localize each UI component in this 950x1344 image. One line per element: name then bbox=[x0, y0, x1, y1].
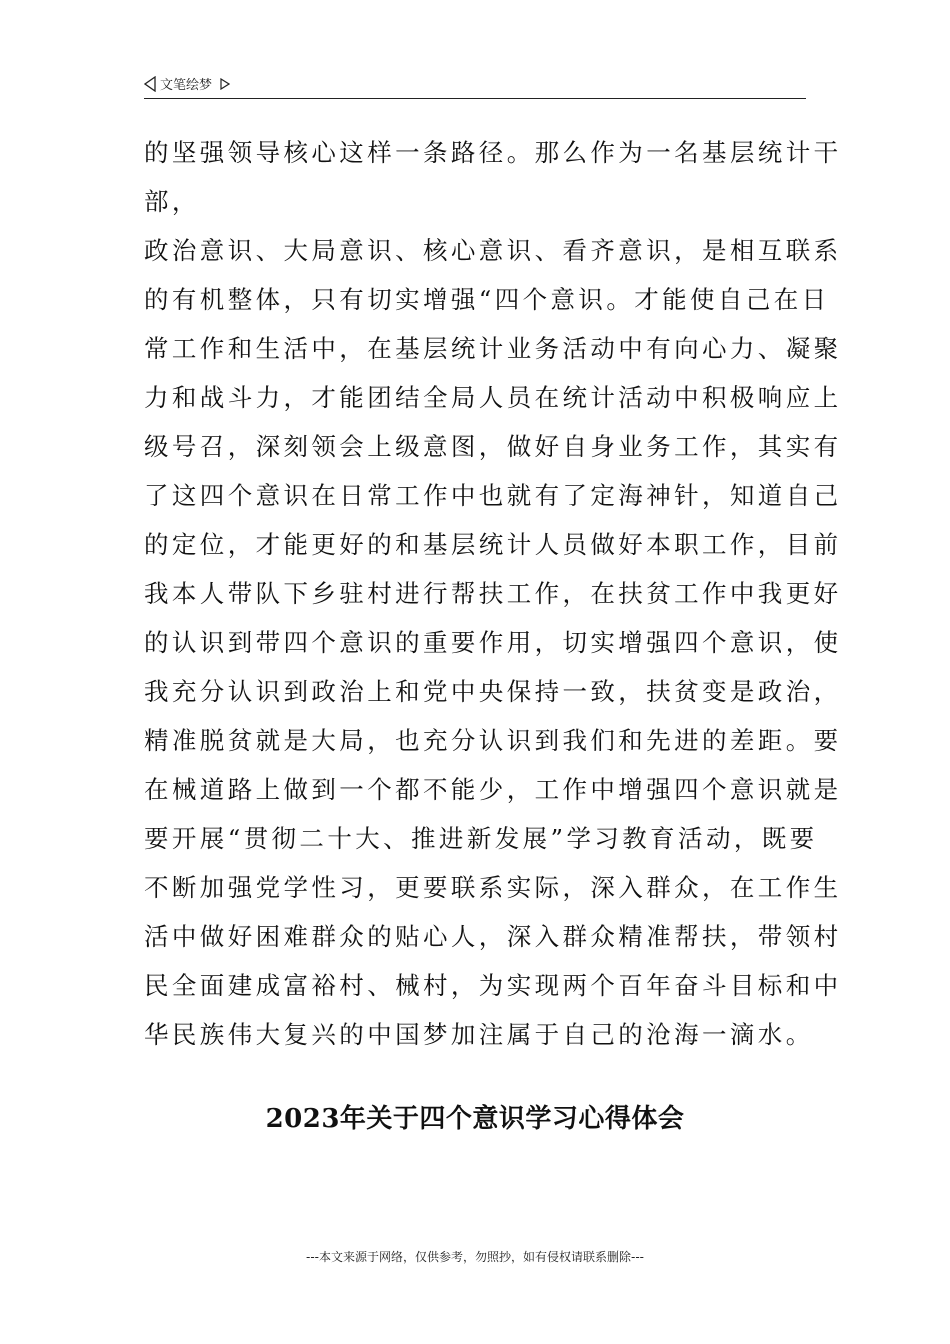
header-brand bbox=[144, 74, 230, 93]
body-line: 精准脱贫就是大局，也充分认识到我们和先进的差距。要 bbox=[144, 726, 842, 755]
body-line: 政治意识、大局意识、核心意识、看齐意识，是相互联系 bbox=[144, 236, 842, 265]
body-line: 常工作和生活中，在基层统计业务活动中有向心力、凝聚 bbox=[144, 334, 842, 363]
body-line: 的定位，才能更好的和基层统计人员做好本职工作，目前 bbox=[144, 530, 842, 559]
body-line: 我本人带队下乡驻村进行帮扶工作，在扶贫工作中我更好 bbox=[144, 579, 842, 608]
body-line: 部， bbox=[144, 187, 200, 216]
body-line: 的有机整体，只有切实增强“四个意识。才能使自己在日 bbox=[144, 285, 830, 314]
body-line: 力和战斗力，才能团结全局人员在统计活动中积极响应上 bbox=[144, 383, 842, 412]
body-line: 要开展“贯彻二十大、推进新发展”学习教育活动，既要 bbox=[144, 824, 818, 853]
page-header bbox=[144, 72, 806, 99]
section-title: 2023年关于四个意识学习心得体会 bbox=[265, 1104, 685, 1134]
triangle-left-icon bbox=[144, 76, 156, 92]
body-text bbox=[144, 128, 842, 1059]
body-line: 活中做好困难群众的贴心人，深入群众精准帮扶，带领村 bbox=[144, 922, 842, 951]
header-label: 文笔绘梦 bbox=[160, 78, 213, 93]
body-line: 的坚强领导核心这样一条路径。那么作为一名基层统计干 bbox=[144, 138, 842, 167]
body-line: 级号召，深刻领会上级意图，做好自身业务工作，其实有 bbox=[144, 432, 842, 461]
footer-disclaimer: ---本文来源于网络，仅供参考，勿照抄，如有侵权请联系删除--- bbox=[306, 1250, 644, 1264]
body-line: 华民族伟大复兴的中国梦加注属于自己的沧海一滴水。 bbox=[144, 1020, 814, 1049]
body-line: 民全面建成富裕村、械村，为实现两个百年奋斗目标和中 bbox=[144, 971, 842, 1000]
body-line: 了这四个意识在日常工作中也就有了定海神针，知道自己 bbox=[144, 481, 842, 510]
body-line: 不断加强党学性习，更要联系实际，深入群众，在工作生 bbox=[144, 873, 842, 902]
body-line: 的认识到带四个意识的重要作用，切实增强四个意识，使 bbox=[144, 628, 842, 657]
body-line: 我充分认识到政治上和党中央保持一致，扶贫变是政治， bbox=[144, 677, 842, 706]
triangle-right-icon bbox=[220, 78, 230, 90]
body-line: 在械道路上做到一个都不能少，工作中增强四个意识就是 bbox=[144, 775, 842, 804]
